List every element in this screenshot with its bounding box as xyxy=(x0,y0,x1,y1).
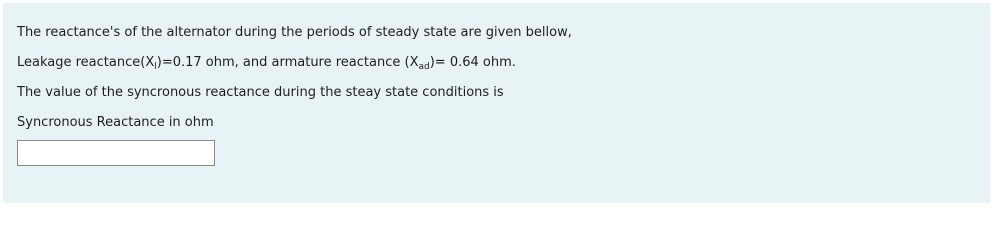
armature-reactance-value: )= 0.64 ohm. xyxy=(429,55,516,70)
armature-subscript: ad xyxy=(418,62,430,72)
question-text-line-3: The value of the syncronous reactance during the steay state conditions is xyxy=(17,85,504,100)
leakage-subscript: l xyxy=(154,62,157,72)
answer-input[interactable] xyxy=(17,140,215,166)
answer-label: Syncronous Reactance in ohm xyxy=(17,115,214,130)
question-text-line-2 xyxy=(17,55,516,71)
question-panel xyxy=(3,3,990,203)
armature-reactance-text: )=0.17 ohm, and armature reactance (X xyxy=(156,55,419,70)
question-text-line-1: The reactance's of the alternator during the periods of steady state are given bellow, xyxy=(17,25,572,40)
leakage-reactance-text: Leakage reactance(X xyxy=(17,55,155,70)
